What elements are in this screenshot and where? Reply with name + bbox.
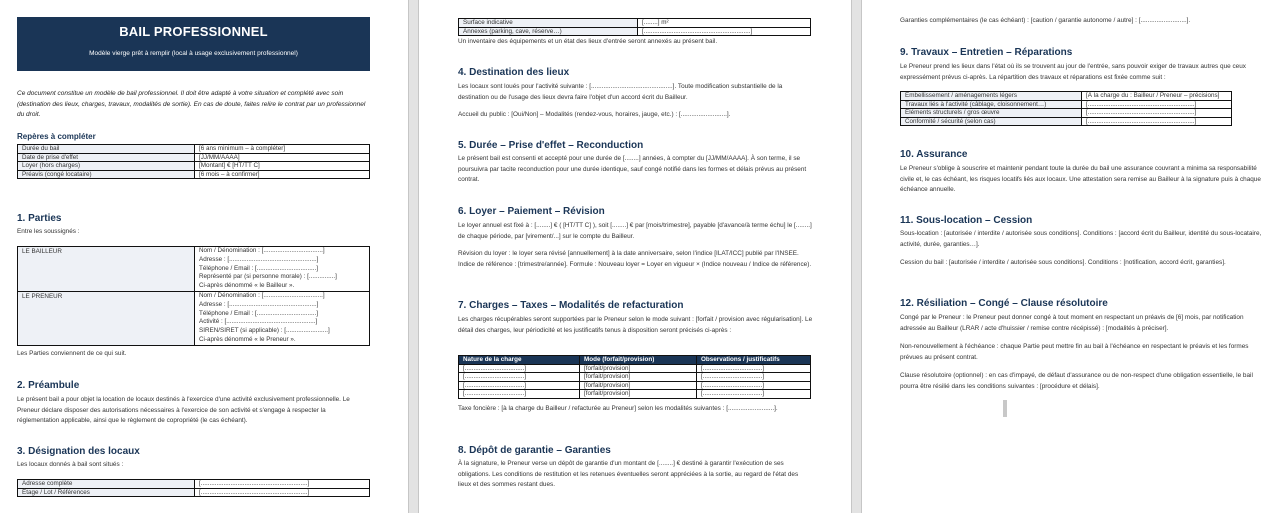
cell[interactable]: [forfait/provision] (580, 381, 697, 390)
preneur-address-field[interactable]: Adresse : [..................................................] (199, 300, 319, 308)
bailleur-contact-field[interactable]: Téléphone / Email : [..................................] (199, 264, 318, 272)
destination-text-2: Accueil du public : [Oui/Non] – Modalités (rendez-vous, horaires, jauge, etc.) : [..........................]. (458, 111, 731, 118)
column-header: Nature de la charge (459, 356, 580, 365)
row-value[interactable]: [JJ/MM/AAAA] (195, 153, 370, 162)
designation-table-part1 (17, 479, 370, 497)
cell[interactable]: [..................................] (697, 364, 811, 373)
preneur-label: LE PRENEUR (18, 291, 195, 345)
row-label: Embellissement / aménagements légers (901, 92, 1082, 101)
cell[interactable]: [..................................] (697, 381, 811, 390)
sous-location-text: Sous-location : [autorisée / interdite / autorisée sous conditions]. Conditions : [accord écrit du Bailleur, identité du sous-locataire, activité, durée, garanties…]. (900, 230, 1262, 248)
row-label: Date de prise d'effet (18, 153, 195, 162)
designation-intro: Les locaux donnés à bail sont situés : (17, 461, 124, 468)
table-row (18, 153, 370, 162)
clause-resolutoire-text: Clause résolutoire (optionnel) : en cas d'impayé, de défaut d'assurance ou de non-respect d'une obligation essentielle, le bail pourra être résilié dans les conditions suivantes : [procédure et délais]. (900, 372, 1253, 390)
charges-table (458, 355, 811, 399)
bailleur-name-field[interactable]: Nom / Dénomination : [..................................] (199, 247, 325, 254)
table-row (901, 109, 1232, 118)
table-row-bailleur (18, 247, 370, 292)
loyer-text-2: Révision du loyer : le loyer sera révisé [annuellement] à la date anniversaire, selon l'indice [ILAT/ICC] publié par l'INSEE. Indice de référence : [trimestre/année]. Formule : Nouveau loyer = Loyer en vigueur × (Indice nouveau / Indice de référence). (458, 250, 812, 268)
row-value[interactable]: [.............................................................] (1082, 100, 1232, 109)
depot-text: À la signature, le Preneur verse un dépôt de garantie d'un montant de [........] € destiné à garantir l'exécution de ses obligations. Les conditions de restitution et les retenues éventuelles seront appréciées à la sortie, au regard de l'état des lieux et des sommes restant dues. (458, 460, 799, 488)
designation-outro: Un inventaire des équipements et un état des lieux d'entrée seront annexés au présent bail. (458, 38, 718, 45)
assurance-text: Le Preneur s'oblige à souscrire et maintenir pendant toute la durée du bail une assurance couvrant a minima sa responsabilité civile et, le cas échéant, les risques locatifs liés aux locaux. Une attestation sera remise au Bailleur à la signature puis à chaque échéance annuelle. (900, 165, 1261, 193)
table-row (459, 390, 811, 399)
parties-outro: Les Parties conviennent de ce qui suit. (17, 350, 127, 357)
row-label: Conformité / sécurité (selon cas) (901, 117, 1082, 126)
section-heading-sous-location: 11. Sous-location – Cession (900, 215, 1033, 226)
table-row (18, 162, 370, 171)
table-row (459, 373, 811, 382)
section-heading-assurance: 10. Assurance (900, 149, 968, 160)
cell[interactable]: [..................................] (459, 373, 580, 382)
section-heading-charges: 7. Charges – Taxes – Modalités de refacturation (458, 300, 684, 311)
table-row (459, 19, 811, 28)
preneur-fields[interactable] (195, 291, 370, 345)
bailleur-representative-field[interactable]: Représenté par (si personne morale) : [...............] (199, 273, 337, 281)
parties-intro: Entre les soussignés : (17, 228, 80, 235)
row-label: Adresse complète (18, 480, 195, 489)
column-header: Mode (forfait/provision) (580, 356, 697, 365)
table-row (901, 92, 1232, 101)
garanties-complementaires-text: Garanties complémentaires (le cas échéant) : [caution / garantie autonome / autre] : [..........................]. (900, 17, 1191, 24)
table-row (18, 145, 370, 154)
reperes-heading: Repères à compléter (17, 132, 96, 141)
cell[interactable]: [..................................] (697, 373, 811, 382)
row-value[interactable]: [.............................................................] (195, 480, 370, 489)
cell[interactable]: [forfait/provision] (580, 373, 697, 382)
document-page-2 (419, 0, 851, 513)
row-value[interactable]: [.............................................................] (1082, 117, 1232, 126)
table-row (18, 488, 370, 497)
row-value[interactable]: [.............................................................] (638, 27, 811, 36)
bailleur-label: LE BAILLEUR (18, 247, 195, 292)
cell[interactable]: [..................................] (459, 364, 580, 373)
reperes-table (17, 144, 370, 179)
title-banner (17, 17, 370, 71)
preneur-contact-field[interactable]: Téléphone / Email : [..................................] (199, 309, 318, 317)
section-heading-travaux: 9. Travaux – Entretien – Réparations (900, 47, 1073, 58)
table-header-row (459, 356, 811, 365)
row-label: Préavis (congé locataire) (18, 170, 195, 179)
loyer-text-1: Le loyer annuel est fixé à : [........] € ( [HT/TT C] ), soit [........] € par [mois/trimestre], payable [d'avance/à terme échu] le [........] de chaque période, par [virement/...] sur le compte du Bailleur. (458, 222, 812, 240)
table-row (18, 480, 370, 489)
row-value[interactable]: [Montant] € [HT/TT C] (195, 162, 370, 171)
cell[interactable]: [forfait/provision] (580, 390, 697, 399)
document-subtitle: Modèle vierge prêt à remplir (local à usage exclusivement professionnel) (89, 50, 298, 57)
table-row (901, 117, 1232, 126)
row-label: Éléments structurels / gros œuvre (901, 109, 1082, 118)
table-row (459, 27, 811, 36)
column-header: Observations / justificatifs (697, 356, 811, 365)
designation-table-part2 (458, 18, 811, 36)
row-label: Annexes (parking, cave, réserve…) (459, 27, 638, 36)
row-value[interactable]: [........] m² (638, 19, 811, 28)
cession-text: Cession du bail : [autorisée / interdite / autorisée sous conditions]. Conditions : [notification, accord écrit, garanties]. (900, 259, 1226, 266)
document-page-1 (0, 0, 408, 513)
destination-text-1: Les locaux sont loués pour l'activité suivante : [..............................................]. Toute modification substantielle de la destination ou de l'usage des lieux devra faire l'objet d'un accord écrit du Bailleur. (458, 83, 783, 101)
row-value[interactable]: [6 ans minimum – à compléter] (195, 145, 370, 154)
charges-text: Les charges récupérables seront supportées par le Preneur selon le mode suivant : [forfait / provision avec régularisation]. Le détail des charges, leur périodicité et les justificatifs tenus à disposition seront précisés ci-après : (458, 316, 813, 334)
section-heading-depot: 8. Dépôt de garantie – Garanties (458, 445, 611, 456)
preneur-activity-field[interactable]: Activité : [...................................................] (199, 318, 318, 326)
text-cursor-marker (1003, 400, 1007, 417)
table-row (901, 100, 1232, 109)
row-label: Surface indicative (459, 19, 638, 28)
taxe-fonciere-text: Taxe foncière : [à la charge du Bailleur / refacturée au Preneur] selon les modalités suivantes : [..........................]. (458, 405, 778, 412)
bailleur-designation: Ci-après dénommé « le Bailleur ». (199, 282, 295, 290)
cell[interactable]: [..................................] (459, 381, 580, 390)
row-label: Travaux liés à l'activité (câblage, cloisonnement…) (901, 100, 1082, 109)
section-heading-loyer: 6. Loyer – Paiement – Révision (458, 206, 605, 217)
bailleur-fields[interactable] (195, 247, 370, 292)
cell[interactable]: [..................................] (697, 390, 811, 399)
section-heading-preambule: 2. Préambule (17, 380, 80, 391)
page-gap (851, 0, 862, 513)
table-row-preneur (18, 291, 370, 345)
travaux-text: Le Preneur prend les lieux dans l'état où ils se trouvent au jour de l'entrée, sans pouvoir exiger de travaux autres que ceux expressément prévus ci-après. La répartition des travaux et réparations est fixée comme suit : (900, 63, 1246, 81)
bailleur-address-field[interactable]: Adresse : [..................................................] (199, 255, 319, 263)
document-title: BAIL PROFESSIONNEL (119, 24, 268, 39)
intro-note: Ce document constitue un modèle de bail professionnel. Il doit être adapté à votre situation et complété avec soin (destination des lieux, charges, travaux, modalités de sortie). En cas de doute, faites relire le contrat par un professionnel du droit. (17, 90, 366, 118)
duree-text: Le présent bail est consenti et accepté pour une durée de [........] années, à compter du [JJ/MM/AAAA]. À son terme, il se poursuivra par tacite reconduction pour une durée identique, sauf congé notifié dans les formes et délais prévus au présent contrat. (458, 155, 807, 183)
section-heading-designation: 3. Désignation des locaux (17, 446, 140, 457)
page-gap (408, 0, 419, 513)
preneur-name-field[interactable]: Nom / Dénomination : [..................................] (199, 291, 325, 299)
preneur-designation: Ci-après dénommé « le Preneur ». (199, 335, 296, 343)
section-heading-parties: 1. Parties (17, 213, 62, 224)
table-row (459, 381, 811, 390)
cell[interactable]: [..................................] (459, 390, 580, 399)
row-label: Étage / Lot / Références (18, 488, 195, 497)
row-value[interactable]: [6 mois – à confirmer] (195, 170, 370, 179)
conge-preneur-text: Congé par le Preneur : le Preneur peut donner congé à tout moment en respectant un préavis de [6] mois, par notification adressée au Bailleur (LRAR / acte d'huissier / remise contre récépissé) : [modalités à préciser]. (900, 314, 1244, 332)
parties-table (17, 246, 370, 346)
document-page-3 (862, 0, 1271, 513)
section-heading-duree: 5. Durée – Prise d'effet – Reconduction (458, 140, 644, 151)
preambule-text: Le présent bail a pour objet la location de locaux destinés à l'exercice d'une activité exclusivement professionnelle. Le Preneur déclare disposer des autorisations nécessaires à l'exercice de son activité et s'engage à respecter la réglementation applicable, ainsi que le règlement de copropriété (le cas échéant). (17, 396, 350, 424)
section-heading-resiliation: 12. Résiliation – Congé – Clause résolutoire (900, 298, 1108, 309)
table-row (459, 364, 811, 373)
row-label: Loyer (hors charges) (18, 162, 195, 171)
section-heading-destination: 4. Destination des lieux (458, 67, 570, 78)
row-value[interactable]: [.............................................................] (195, 488, 370, 497)
non-renouvellement-text: Non-renouvellement à l'échéance : chaque Partie peut mettre fin au bail à l'échéance en respectant le préavis et les formes prévues au présent contrat. (900, 343, 1249, 361)
row-value[interactable]: [.............................................................] (1082, 109, 1232, 118)
row-label: Durée du bail (18, 145, 195, 154)
table-row (18, 170, 370, 179)
preneur-siret-field[interactable]: SIREN/SIRET (si applicable) : [........................] (199, 327, 330, 335)
cell[interactable]: [forfait/provision] (580, 364, 697, 373)
row-value[interactable]: [À la charge du : Bailleur / Preneur – précisions] (1082, 92, 1232, 101)
travaux-table (900, 91, 1232, 126)
